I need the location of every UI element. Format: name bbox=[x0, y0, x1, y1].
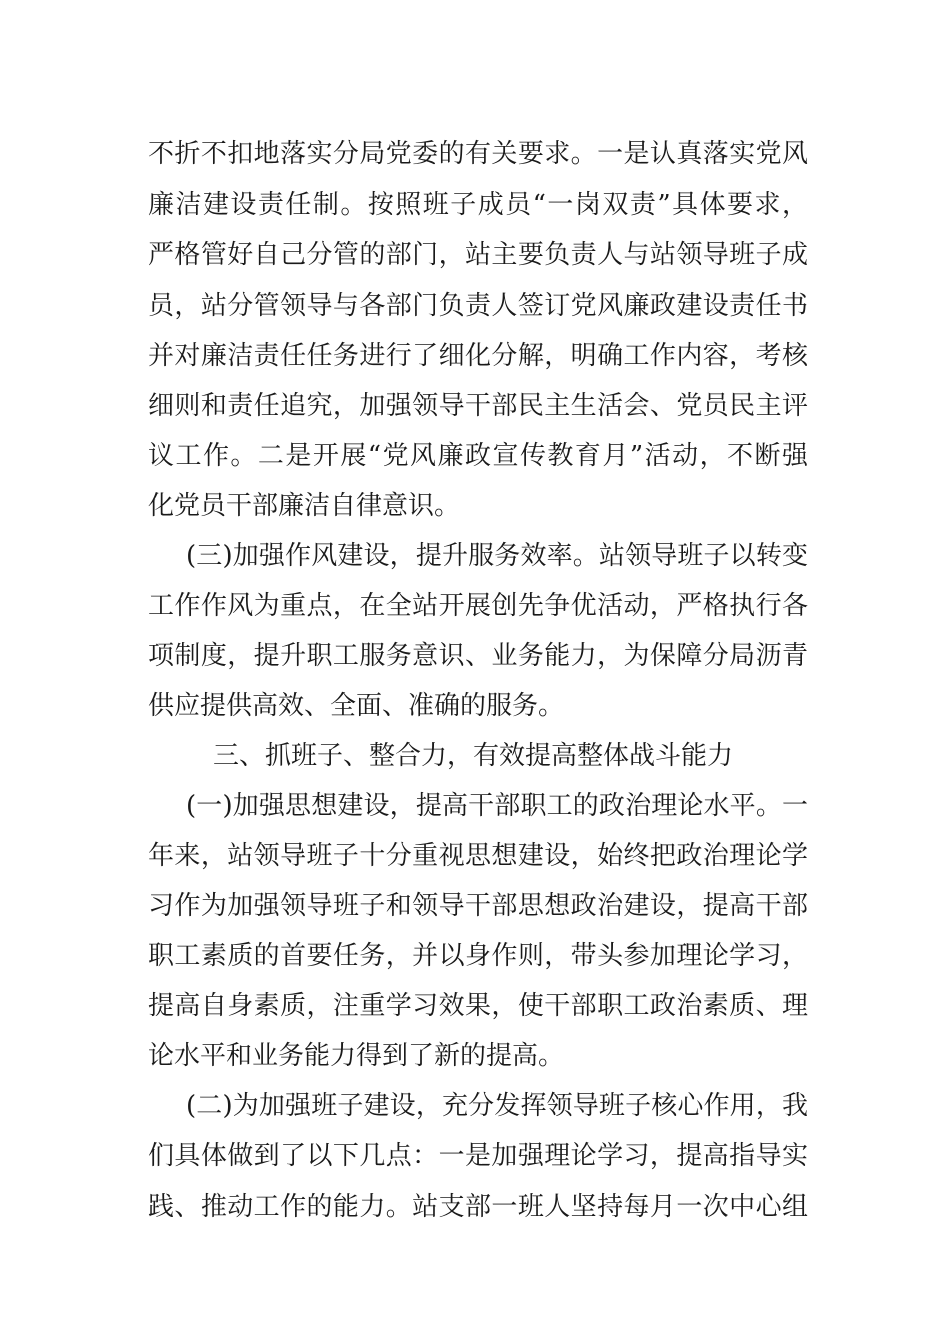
body-text-line: 践、推动工作的能力。站支部一班人坚持每月一次中心组 bbox=[148, 1192, 808, 1222]
body-text-line: 年来，站领导班子十分重视思想建设，始终把政治理论学 bbox=[148, 841, 808, 871]
body-text-line: 提高自身素质，注重学习效果，使干部职工政治素质、理 bbox=[148, 991, 808, 1021]
body-text-line: 员，站分管领导与各部门负责人签订党风廉政建设责任书 bbox=[148, 291, 808, 321]
body-text-line: 们具体做到了以下几点：一是加强理论学习，提高指导实 bbox=[148, 1141, 808, 1171]
body-text-line: 论水平和业务能力得到了新的提高。 bbox=[148, 1041, 565, 1071]
body-text-line: 项制度，提升职工服务意识、业务能力，为保障分局沥青 bbox=[148, 641, 808, 671]
paragraph-first-line: (二)为加强班子建设，充分发挥领导班子核心作用，我 bbox=[186, 1091, 808, 1121]
body-text-line: 并对廉洁责任任务进行了细化分解，明确工作内容，考核 bbox=[148, 341, 808, 371]
body-text-line: 化党员干部廉洁自律意识。 bbox=[148, 491, 461, 521]
body-text-line: 严格管好自己分管的部门，站主要负责人与站领导班子成 bbox=[148, 240, 808, 270]
paragraph-first-line: (一)加强思想建设，提高干部职工的政治理论水平。一 bbox=[186, 791, 808, 821]
body-text-line: 廉洁建设责任制。按照班子成员“一岗双责”具体要求， bbox=[148, 190, 808, 220]
body-text-line: 习作为加强领导班子和领导干部思想政治建设，提高干部 bbox=[148, 891, 808, 921]
body-text-line: 不折不扣地落实分局党委的有关要求。一是认真落实党风 bbox=[148, 139, 808, 169]
body-text-line: 细则和责任追究，加强领导干部民主生活会、党员民主评 bbox=[148, 391, 808, 421]
section-heading: 三、抓班子、整合力，有效提高整体战斗能力 bbox=[213, 741, 734, 771]
body-text-line: 职工素质的首要任务，并以身作则，带头参加理论学习， bbox=[148, 941, 808, 971]
body-text-line: 议工作。二是开展“党风廉政宣传教育月”活动，不断强 bbox=[148, 441, 808, 471]
body-text-line: 工作作风为重点，在全站开展创先争优活动，严格执行各 bbox=[148, 591, 808, 621]
paragraph-first-line: (三)加强作风建设，提升服务效率。站领导班子以转变 bbox=[186, 541, 808, 571]
body-text-line: 供应提供高效、全面、准确的服务。 bbox=[148, 691, 565, 721]
